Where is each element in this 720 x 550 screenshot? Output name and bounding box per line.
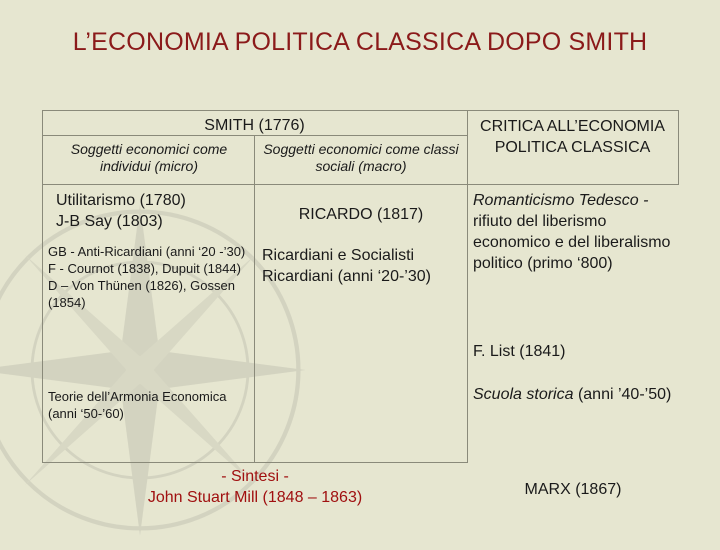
rifiuto-label: rifiuto del liberismo economico e del liberalismo politico (primo ‘800) [473,213,671,272]
table-left-border [42,110,43,463]
romanticismo-text [473,190,673,274]
d-thunen-gossen: D – Von Thünen (1826), Gossen (1854) [48,278,235,310]
list-label: F. List (1841) [473,343,566,360]
sintesi-label: - Sintesi - [221,468,289,485]
ricardiani-socialisti: Ricardiani e Socialisti Ricardiani (anni ‘20-’30) [262,247,431,285]
table-right-border [467,110,468,463]
mill-label: John Stuart Mill (1848 – 1863) [147,489,363,506]
micro-column-header: Soggetti economici come individui (micro) [70,141,228,174]
page-title: L’ECONOMIA POLITICA CLASSICA DOPO SMITH [72,28,648,56]
row-divider-cols [42,184,678,185]
teorie-armonia: Teorie dell’Armonia Economica (anni ‘50-’60) [48,389,227,421]
utilitarismo-label: Utilitarismo (1780) [56,192,186,209]
marx-label: MARX (1867) [524,481,622,498]
scuola-storica [473,384,683,405]
critica-header: CRITICA ALL’ECONOMIA POLITICA CLASSICA [480,118,665,156]
sintesi-mill [110,466,400,508]
scuola-label: Scuola storica [473,386,574,403]
table-border-top [42,110,467,111]
say-label: J-B Say (1803) [56,213,163,230]
f-cournot-dupuit: F - Cournot (1838), Dupuit (1844) [48,261,241,276]
macro-column-header: Soggetti economici come classi sociali (macro) [263,141,459,174]
table-far-right-border [678,110,679,185]
romanticismo-label: Romanticismo Tedesco - [473,192,649,209]
utilitarismo-text [56,190,252,232]
table-border-top-right [467,110,678,111]
smith-header: SMITH (1776) [204,117,305,134]
ricardo-label: RICARDO (1817) [298,206,424,223]
column-divider [254,135,255,463]
gb-anti-ricardiani: GB - Anti-Ricardiani (anni ‘20 -’30) [48,244,246,259]
scuola-anni-label: (anni ’40-’50) [577,386,672,403]
micro-schools-text [48,243,253,311]
